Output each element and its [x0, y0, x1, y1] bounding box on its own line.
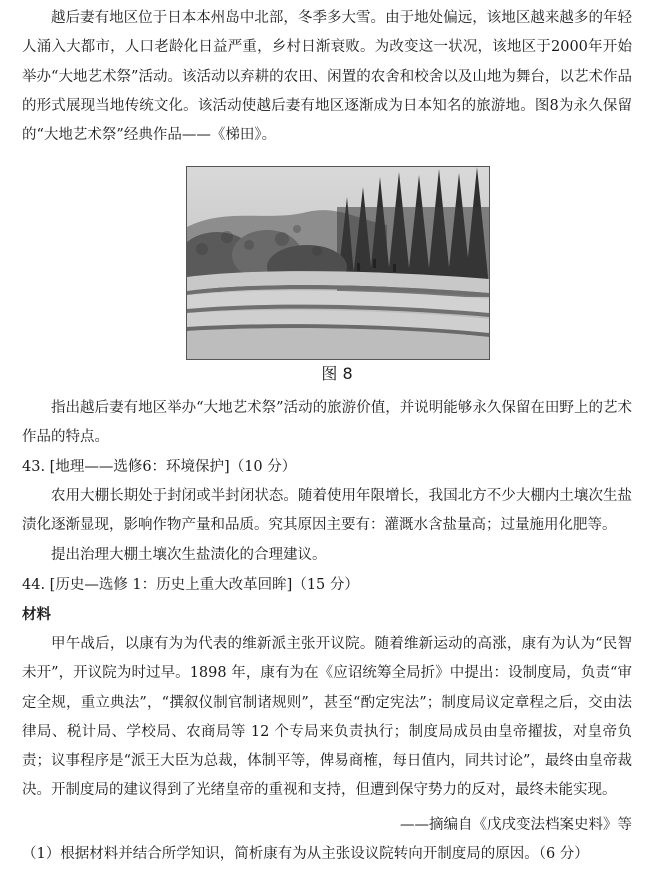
- q44-sub-question-1: （1）根据材料并结合所学知识，简析康有为从主张设议院转向开制度局的原因。（6 分）: [22, 846, 589, 862]
- q44-material-label: 材料: [22, 606, 51, 623]
- q44-heading: 44. [历史—选修 1：历史上重大改革回眸]（15 分）: [22, 577, 359, 593]
- terraced-field-photo: [186, 166, 490, 360]
- q43-heading: 43. [地理——选修6：环境保护]（10 分）: [22, 459, 297, 475]
- question-42-task: 指出越后妻有地区举办“大地艺术祭”活动的旅游价值，并说明能够永久保留在田野上的艺术作品的特点。: [22, 400, 632, 446]
- photo-terraces-svg: [187, 167, 489, 359]
- q43-paragraph: 农用大棚长期处于封闭或半封闭状态。随着使用年限增长，我国北方不少大棚内土壤次生盐渍化逐渐显现，影响作物产量和品质。究其原因主要有：灌溉水含盐量高；过量施用化肥等。: [22, 488, 632, 534]
- material-source: ——摘编自《戊戌变法档案史料》等: [400, 817, 632, 833]
- q44-material-paragraph: 甲午战后，以康有为为代表的维新派主张开议院。随着维新运动的高涨，康有为认为“民智未开”，开议院为时过早。1898 年，康有为在《应诏统筹全局折》中提出：设制度局，负责“审定全规，重立典法”，“撰叙仪制官制诸规则”，甚至“酌定宪法”；制度局议定章程之后，交由法律局、税计局、学校局、农商局等 12 个专局来负责执行；制度局成员由皇帝擢拔，对皇帝负责；议事程序是“派王大臣为总裁，体制平等，俾易商榷，每日值内，同共讨论”，最终由皇帝裁决。开制度局的建议得到了光绪皇帝的重视和支持，但遭到保守势力的反对，最终未能实现。: [22, 636, 632, 799]
- q43-task: 提出治理大棚土壤次生盐渍化的合理建议。: [51, 547, 327, 563]
- figure-caption: 图 8: [321, 364, 353, 383]
- intro-paragraph: 越后妻有地区位于日本本州岛中北部，冬季多大雪。由于地处偏远，该地区越来越多的年轻人涌入大都市，人口老龄化日益严重，乡村日渐衰败。为改变这一状况，该地区于2000年开始举办“大地艺术祭”活动。该活动以弃耕的农田、闲置的农舍和校舍以及山地为舞台，以艺术作品的形式展现当地传统文化。该活动使越后妻有地区逐渐成为日本知名的旅游地。图8为永久保留的“大地艺术祭”经典作品——《梯田》。: [22, 10, 632, 144]
